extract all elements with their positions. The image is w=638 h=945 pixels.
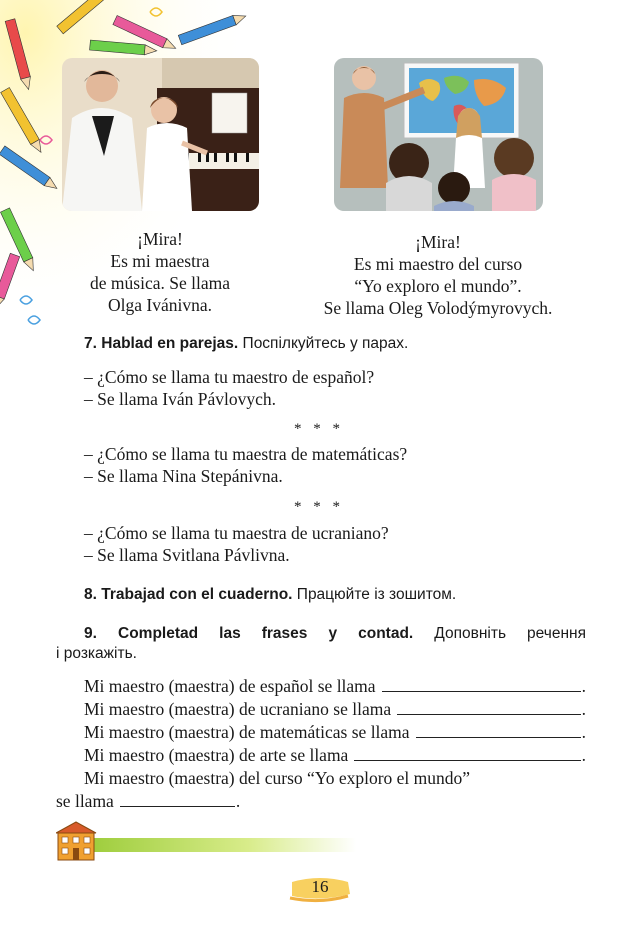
- exercise-7-heading: Hablad en parejas.: [101, 335, 239, 352]
- exercise-9-heading: Completad las frases y contad.: [118, 625, 414, 642]
- caption-right-line: Es mi maestro del curso: [353, 254, 523, 274]
- fill-row: [56, 790, 586, 813]
- sentence: Mi maestro (maestra) de español se llama: [84, 676, 376, 696]
- fill-row: [56, 767, 586, 790]
- caption-left-line: de música. Se llama: [90, 273, 230, 293]
- fill-row: [56, 675, 586, 698]
- sentence: Mi maestro (maestra) de ucraniano se llama: [84, 699, 392, 719]
- separator: * * *: [294, 499, 344, 515]
- sentence: se llama: [56, 791, 114, 811]
- sentence: Mi maestro (maestra) del curso “Yo exploro el mundo”: [84, 768, 471, 788]
- fill-row: [56, 721, 586, 744]
- page-number-label: 16: [311, 877, 329, 896]
- sentence: Mi maestro (maestra) de matemáticas se llama: [84, 722, 410, 742]
- dialog-1: [84, 366, 374, 410]
- dialog-line: – Se llama Iván Pávlovych.: [84, 389, 276, 409]
- sentence: Mi maestro (maestra) de arte se llama: [84, 745, 349, 765]
- caption-left-line: ¡Mira!: [137, 229, 183, 249]
- caption-right-line: ¡Mira!: [415, 232, 461, 252]
- photo-music-teacher: [62, 58, 259, 211]
- exercise-7-subtitle: Поспілкуйтесь у парах.: [242, 335, 409, 352]
- answer-blank[interactable]: [382, 677, 581, 692]
- dialog-line: – ¿Cómo se llama tu maestra de matemáticas?: [84, 444, 408, 464]
- dialog-line: – Se llama Nina Stepánivna.: [84, 466, 283, 486]
- separator: * * *: [294, 421, 344, 437]
- exercise-7-title: [84, 335, 408, 353]
- exercise-9-number: 9.: [84, 625, 97, 642]
- caption-right-line: “Yo exploro el mundo”.: [354, 276, 522, 296]
- fill-row: [56, 744, 586, 767]
- caption-left-line: Olga Ivánivna.: [108, 295, 212, 315]
- exercise-7-number: 7.: [84, 335, 97, 352]
- period: .: [581, 676, 586, 696]
- page-number: [288, 872, 352, 908]
- exercise-8-heading: Trabajad con el cuaderno.: [101, 586, 293, 603]
- answer-blank[interactable]: [354, 746, 580, 761]
- dialog-2: [84, 443, 407, 487]
- period: .: [235, 791, 241, 811]
- photo-teacher-map: [334, 58, 543, 211]
- exercise-8-title: [84, 586, 456, 604]
- dialog-line: – Se llama Svitlana Pávlivna.: [84, 545, 290, 565]
- period: .: [581, 722, 586, 742]
- answer-blank[interactable]: [120, 792, 235, 807]
- exercise-8-number: 8.: [84, 586, 97, 603]
- caption-right: [280, 231, 596, 319]
- caption-left: [60, 228, 260, 316]
- caption-right-line: Se llama Oleg Volodýmyrovych.: [323, 298, 553, 318]
- answer-blank[interactable]: [416, 723, 581, 738]
- fill-row: [56, 698, 586, 721]
- exercise-9-subtitle-line-2: і розкажіть.: [56, 645, 137, 662]
- caption-left-line: Es mi maestra: [110, 251, 210, 271]
- answer-blank[interactable]: [397, 700, 581, 715]
- exercise-8-subtitle: Працюйте із зошитом.: [296, 586, 457, 603]
- dialog-3: [84, 522, 389, 566]
- fill-sentences: [56, 675, 586, 813]
- school-bar-decoration: [56, 820, 356, 864]
- period: .: [581, 699, 586, 719]
- dialog-line: – ¿Cómo se llama tu maestra de ucraniano?: [84, 523, 389, 543]
- exercise-9-line-1: [56, 624, 586, 644]
- dialog-line: – ¿Cómo se llama tu maestro de español?: [84, 367, 375, 387]
- exercise-9-subtitle: Доповніть речення: [434, 625, 586, 642]
- period: .: [581, 745, 586, 765]
- exercise-9-title: [56, 624, 586, 664]
